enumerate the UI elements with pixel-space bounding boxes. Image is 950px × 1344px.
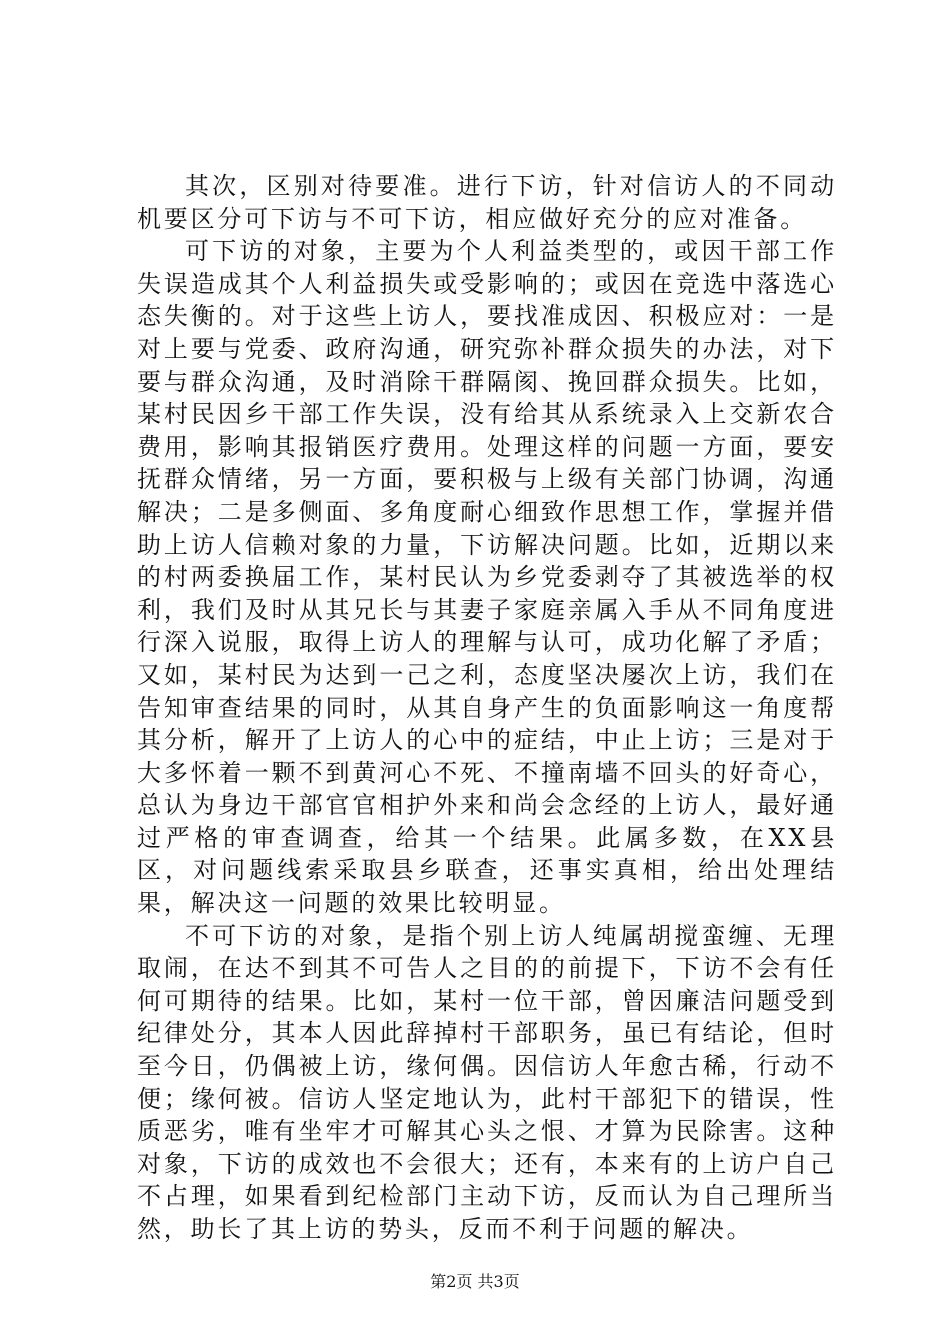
paragraph-2: 可下访的对象，主要为个人利益类型的，或因干部工作失误造成其个人利益损失或受影响的；或因在竞选中落选心态失衡的。对于这些上访人，要找准成因、积极应对：一是对上要与党委、政府沟通，研究弥补群众损失的办法，对下要与群众沟通，及时消除干群隔阂、挽回群众损失。比如，某村民因乡干部工作失误，没有给其从系统录入上交新农合费用，影响其报销医疗费用。处理这样的问题一方面，要安抚群众情绪，另一方面，要积极与上级有关部门协调，沟通解决；二是多侧面、多角度耐心细致作思想工作，掌握并借助上访人信赖对象的力量，下访解决问题。比如，近期以来的村两委换届工作，某村民认为乡党委剥夺了其被选举的权利，我们及时从其兄长与其妻子家庭亲属入手从不同角度进行深入说服，取得上访人的理解与认可，成功化解了矛盾；又如，某村民为达到一己之利，态度坚决屡次上访，我们在告知审查结果的同时，从其自身产生的负面影响这一角度帮其分析，解开了上访人的心中的症结，中止上访；三是对于大多怀着一颗不到黄河心不死、不撞南墙不回头的好奇心，总认为身边干部官官相护外来和尚会念经的上访人，最好通过严格的审查调查，给其一个结果。此属多数，在XX县区，对问题线索采取县乡联查，还事实真相，给出处理结果，解决这一问题的效果比较明显。: [137, 237, 837, 918]
paragraph-1: 其次，区别对待要准。进行下访，针对信访人的不同动机要区分可下访与不可下访，相应做好充分的应对准备。: [137, 172, 837, 233]
document-body: [137, 170, 837, 1246]
paragraph-3: 不可下访的对象，是指个别上访人纯属胡搅蛮缠、无理取闹，在达不到其不可告人之目的的前提下，下访不会有任何可期待的结果。比如，某村一位干部，曾因廉洁问题受到纪律处分，其本人因此辞掉村干部职务，虽已有结论，但时至今日，仍偶被上访，缘何偶。因信访人年愈古稀，行动不便；缘何被。信访人坚定地认为，此村干部犯下的错误，性质恶劣，唯有坐牢才可解其心头之恨、才算为民除害。这种对象，下访的成效也不会很大；还有，本来有的上访户自己不占理，如果看到纪检部门主动下访，反而认为自己理所当然，助长了其上访的势头，反而不利于问题的解决。: [137, 921, 837, 1243]
page-footer: [0, 1272, 950, 1292]
page-number: 第2页 共3页: [430, 1272, 520, 1291]
